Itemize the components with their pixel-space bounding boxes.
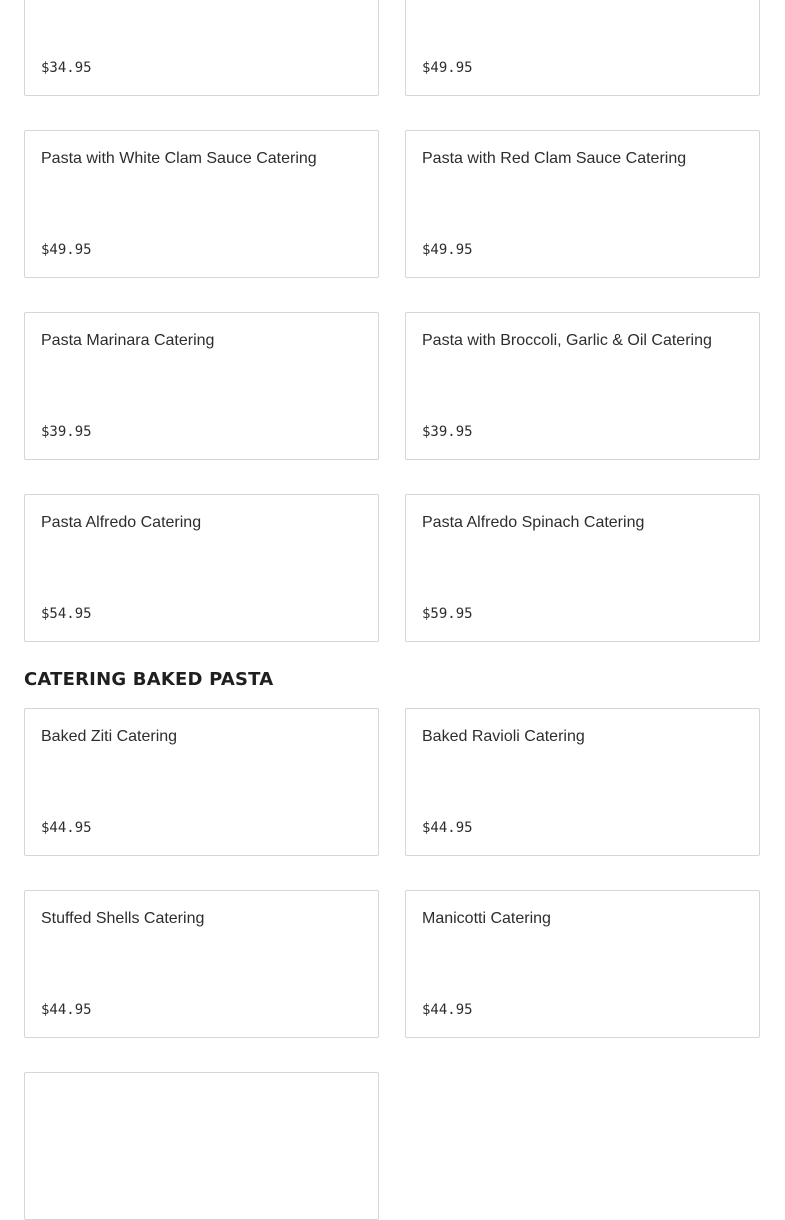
- menu-item-price: $49.95: [422, 60, 473, 76]
- menu-item-card[interactable]: [24, 130, 379, 278]
- menu-item-card[interactable]: [405, 130, 760, 278]
- menu-item-name: Pasta with Broccoli, Garlic & Oil Catering: [422, 332, 712, 349]
- menu-item-price: $44.95: [422, 1002, 473, 1018]
- menu-item-card[interactable]: [405, 494, 760, 642]
- menu-item-price: $44.95: [41, 820, 92, 836]
- menu-item-card[interactable]: [405, 312, 760, 460]
- menu-item-name: Manicotti Catering: [422, 910, 551, 927]
- menu-item-price: $34.95: [41, 60, 92, 76]
- menu-item-name: Baked Ziti Catering: [41, 728, 178, 745]
- menu-item-price: $59.95: [422, 606, 473, 622]
- menu-item-card[interactable]: [24, 708, 379, 856]
- menu-item-price: $49.95: [422, 242, 473, 258]
- menu-item-name: Pasta Alfredo Catering: [41, 514, 202, 531]
- menu-item-price: $49.95: [41, 242, 92, 258]
- menu-item-price: $44.95: [41, 1002, 92, 1018]
- section-heading: CATERING BAKED PASTA: [24, 669, 274, 690]
- menu-item-card[interactable]: [24, 0, 379, 96]
- menu-item-card[interactable]: [405, 890, 760, 1038]
- menu-item-name: Pasta with Red Clam Sauce Catering: [422, 150, 687, 167]
- menu-item-name: Baked Ravioli Catering: [422, 728, 585, 745]
- menu-item-name: Stuffed Shells Catering: [41, 910, 205, 927]
- menu-item-card[interactable]: [24, 312, 379, 460]
- menu-item-price: $44.95: [422, 820, 473, 836]
- menu-item-name: Pasta Marinara Catering: [41, 332, 215, 349]
- menu-item-price: $54.95: [41, 606, 92, 622]
- menu-item-card[interactable]: [405, 708, 760, 856]
- menu-item-name: Pasta Alfredo Spinach Catering: [422, 514, 645, 531]
- menu-item-name: Pasta with White Clam Sauce Catering: [41, 150, 317, 167]
- menu-item-card[interactable]: [24, 890, 379, 1038]
- menu-item-card[interactable]: [405, 0, 760, 96]
- menu-item-card[interactable]: [24, 1072, 379, 1220]
- menu-item-price: $39.95: [41, 424, 92, 440]
- menu-item-card[interactable]: [24, 494, 379, 642]
- menu-item-price: $39.95: [422, 424, 473, 440]
